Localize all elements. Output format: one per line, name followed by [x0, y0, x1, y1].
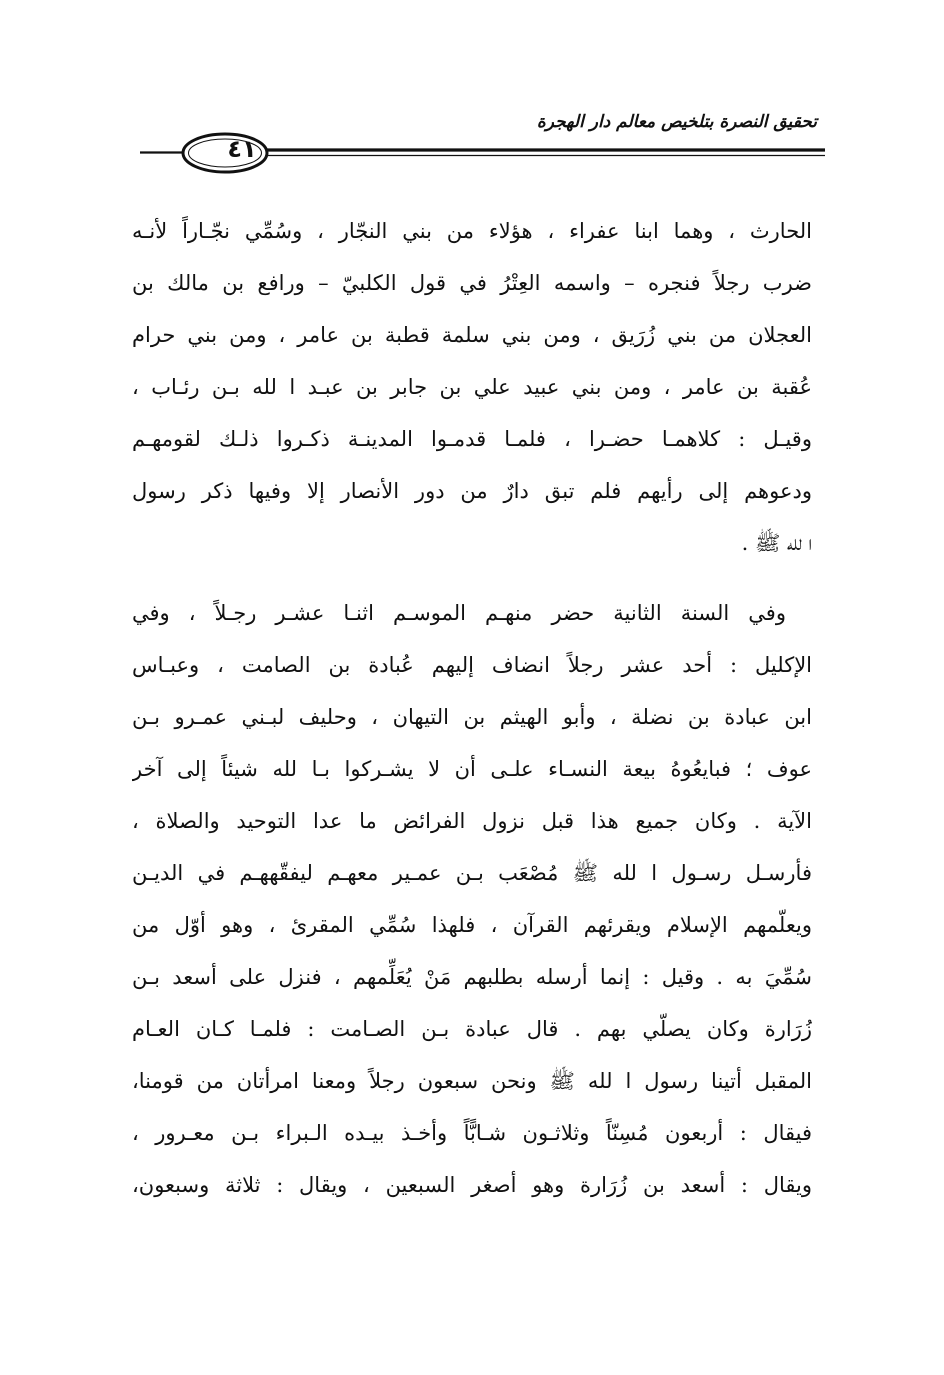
text-line: ويقال : أسعد بن زُرَارة وهو أصغر السبعين ، ويقال : ثلاثة وسبعون، [132, 1173, 812, 1197]
page-header [140, 100, 825, 180]
text-line: ابن عبادة بن نضلة ، وأبو الهيثم بن التيهان ، وحليف لبـني عمـرو بـن [132, 705, 812, 729]
text-line: الإكليل : أحد عشر رجلاً انضاف إليهم عُبادة بن الصامت ، وعبـاس [132, 653, 812, 677]
text-line: فأرسـل رسـول ا لله ﷺ مُصْعَب بـن عمـير معهـم ليفقّههـم في الديـن [132, 861, 812, 885]
text-line: ودعوهم إلى رأيهم فلم تبق دارٌ من دور الأنصار إلا وفيها ذكر رسول [132, 479, 812, 503]
text-line: المقبل أتينا رسول ا لله ﷺ ونحن سبعون رجلاً ومعنا امرأتان من قومنا، [132, 1069, 812, 1093]
body-text [132, 205, 812, 1211]
text-line: وقيـل : كلاهمـا حضـرا ، فلمـا قدمـوا المدينـة ذكـروا ذلـك لقومهـم [132, 427, 812, 451]
text-line: سُمِّيَ به . وقيل : إنما أرسله بطلبهم مَنْ يُعَلِّمهم ، فنزل على أسعد بـن [132, 965, 812, 989]
running-title: تحقيق النصرة بتلخيص معالم دار الهجرة [536, 112, 817, 132]
text-line: ا لله ﷺ . [741, 531, 812, 555]
text-line: عوف ؛ فبايعُوهُ بيعة النسـاء علـى أن لا يشـركوا بـا لله شيئاً إلى آخر [132, 757, 812, 781]
text-line: الآية . وكان جميع هذا قبل نزول الفرائض ما عدا التوحيد والصلاة ، [132, 809, 812, 833]
text-line: زُرَارة وكان يصلّي بهم . قال عبادة بـن الصـامت : فلمـا كـان العـام [132, 1017, 812, 1041]
text-line: فيقال : أربعون مُسِنّاً وثلاثـون شـابًّاً وأخـذ بيـده الـبراء بـن معـرور ، [132, 1121, 812, 1145]
paragraph-1 [132, 205, 812, 569]
text-line: العجلان من بني زُرَيق ، ومن بني سلمة قطبة بن عامر ، ومن بني حرام [132, 323, 812, 347]
paragraph-2 [132, 587, 812, 1211]
text-line: عُقبة بن عامر ، ومن بني عبيد علي بن جابر بن عبـد ا لله بـن رئـاب ، [132, 375, 812, 399]
text-line: ويعلّمهم الإسلام ويقرئهم القرآن ، فلهذا سُمِّي المقرئ ، وهو أوّل من [132, 913, 812, 937]
text-line: الحارث ، وهما ابنا عفراء ، هؤلاء من بني النجّار ، وسُمِّي نجّـاراً لأنـه [132, 219, 812, 243]
page-number: ٤١ [227, 135, 257, 163]
text-line: وفي السنة الثانية حضر منهـم الموسـم اثنـا عشـر رجـلاً ، وفي [132, 601, 786, 625]
text-line: ضرب رجلاً فنجره – واسمه العِتْرُ في قول الكلبيّ – ورافع بن مالك بن [132, 271, 812, 295]
